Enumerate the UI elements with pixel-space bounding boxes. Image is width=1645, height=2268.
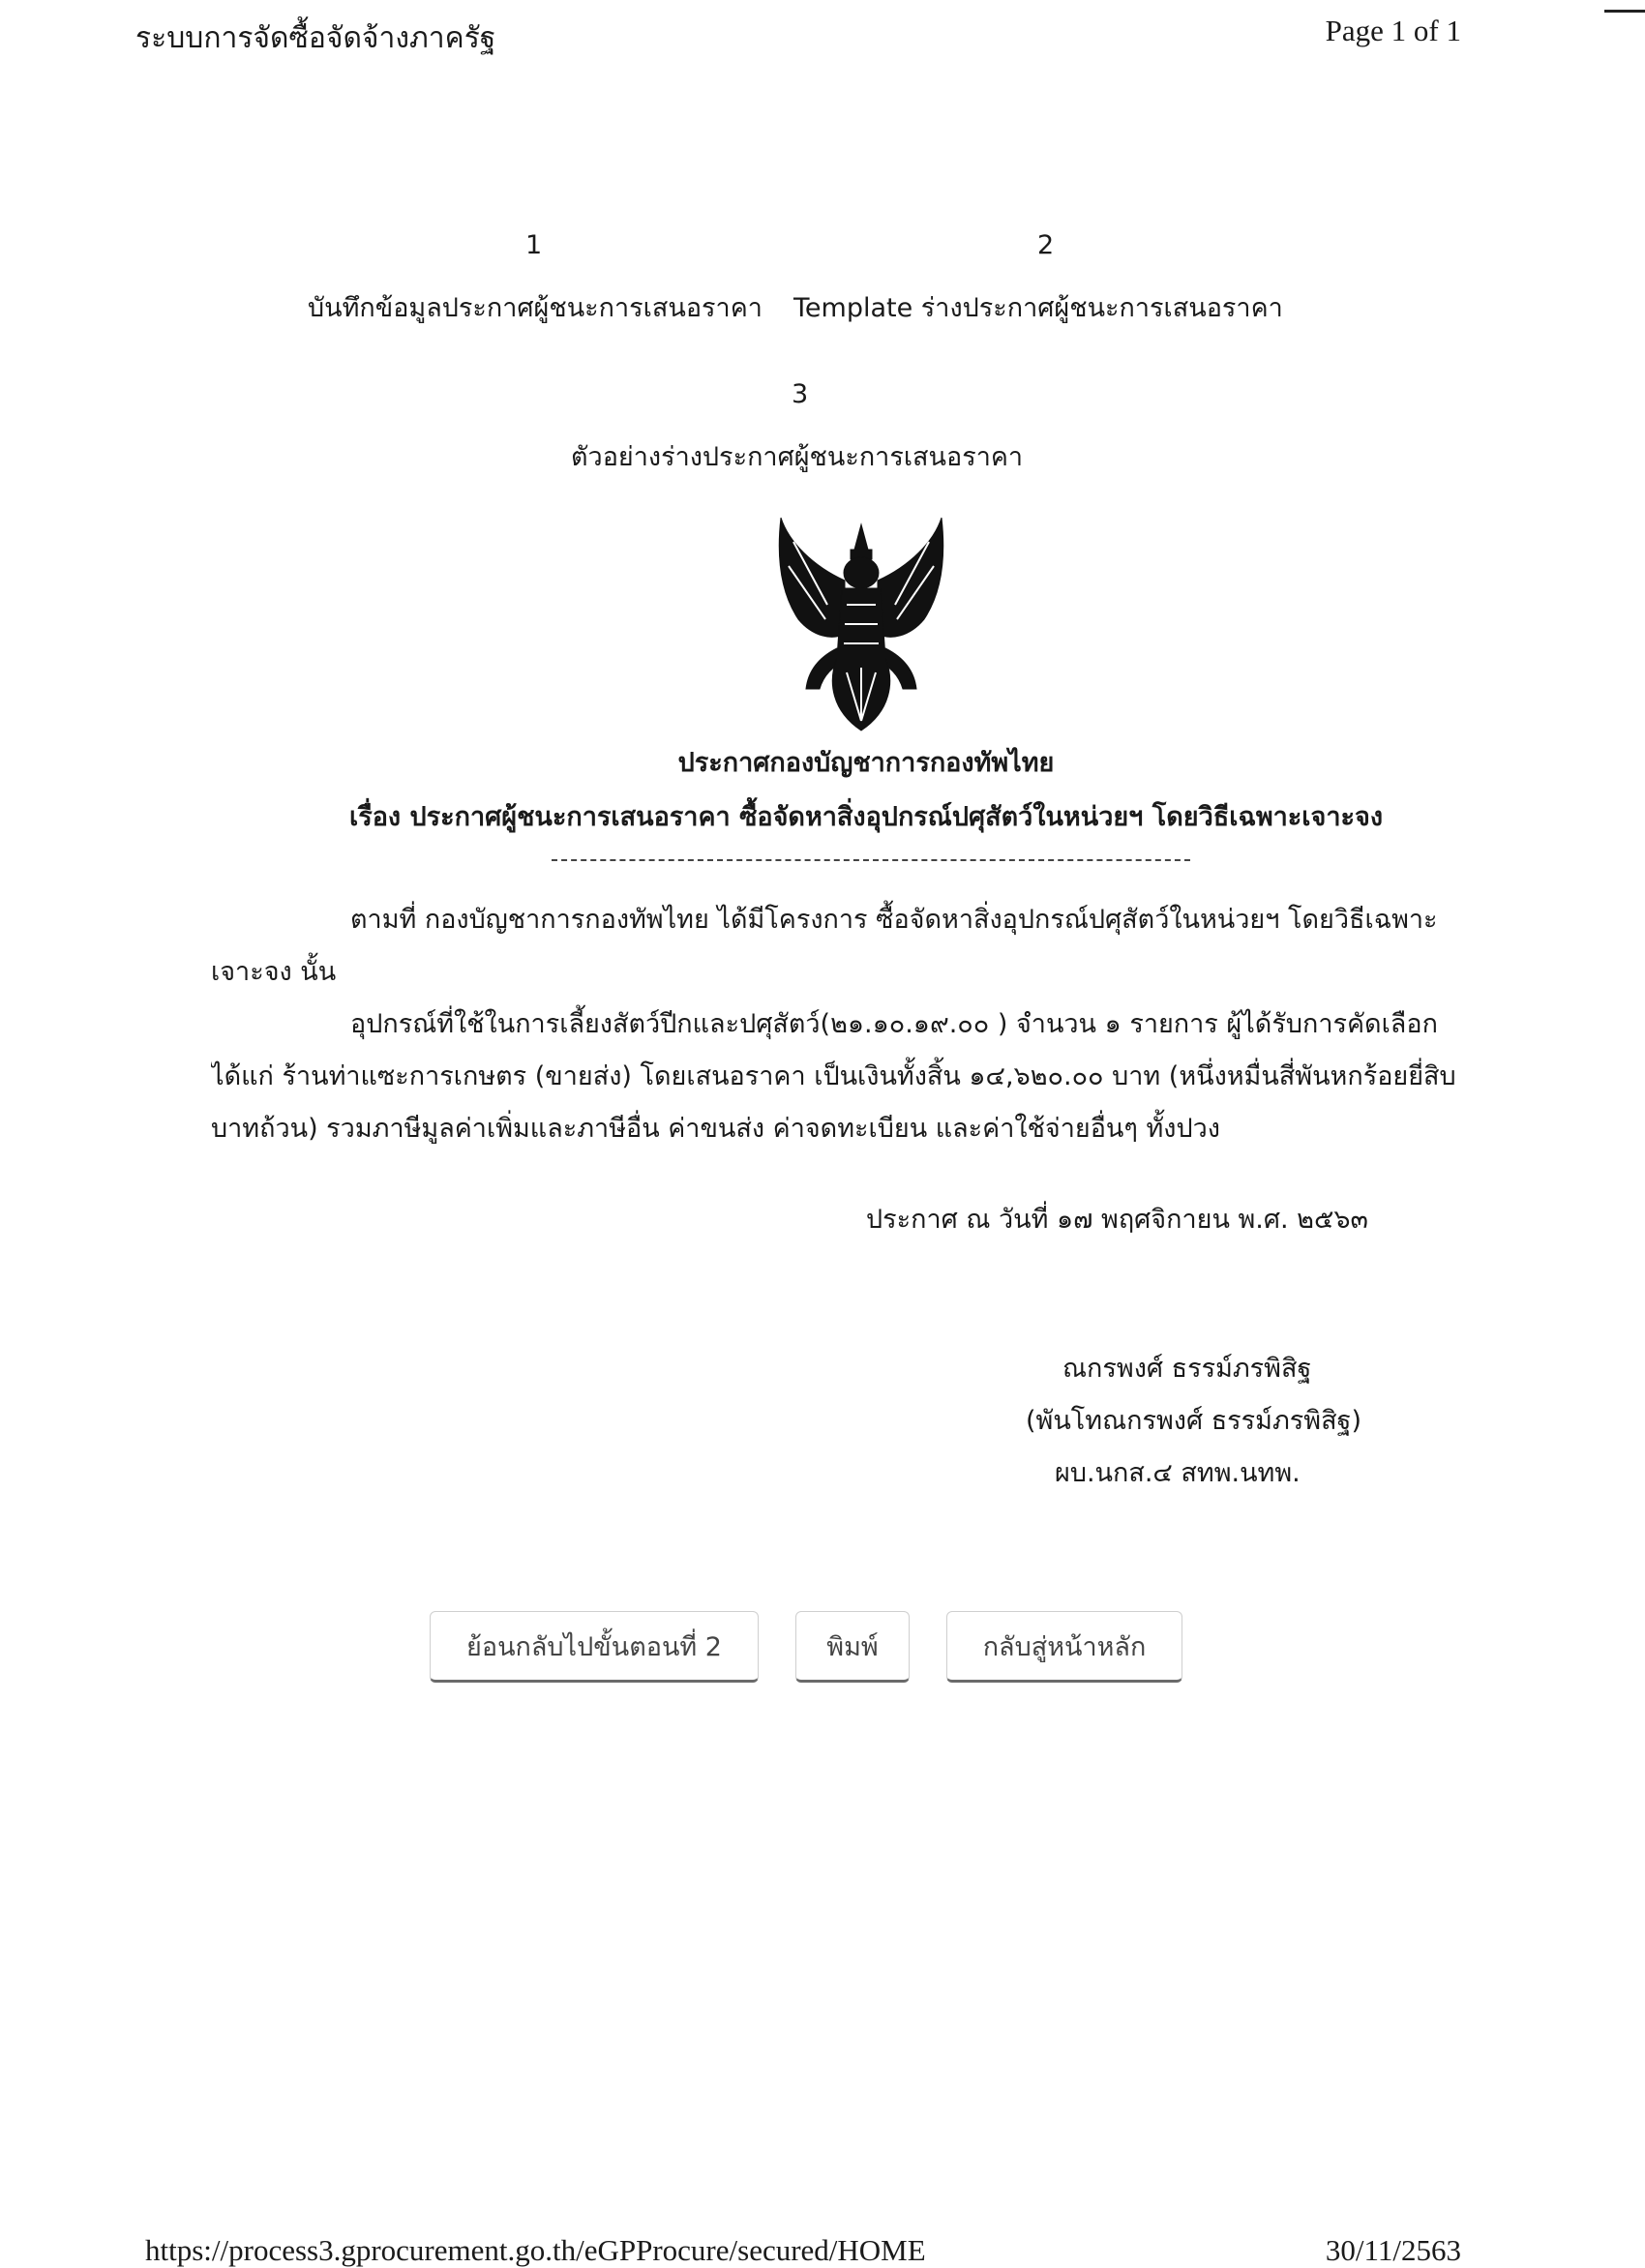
step-2-label[interactable]: Template ร่างประกาศผู้ชนะการเสนอราคา [793,293,1283,323]
print-url: https://process3.gprocurement.go.th/eGPProcure/secured/HOME [145,2233,926,2267]
home-button[interactable]: กลับสู่หน้าหลัก [946,1611,1182,1683]
garuda-emblem-icon [760,513,963,735]
signature-position: ผบ.นกส.๔ สทพ.นทพ. [1055,1458,1301,1488]
paragraph-line-3: อุปกรณ์ที่ใช้ในการเลี้ยงสัตว์ปีกและปศุสัตว์(๒๑.๑๐.๑๙.๐๐ ) จำนวน ๑ รายการ ผู้ได้รับการคัดเลือก [350,1009,1438,1039]
print-button[interactable]: พิมพ์ [795,1611,910,1683]
step-1-label[interactable]: บันทึกข้อมูลประกาศผู้ชนะการเสนอราคา [308,293,763,323]
step-1-number: 1 [525,230,543,260]
paragraph-line-5: บาทถ้วน) รวมภาษีมูลค่าเพิ่มและภาษีอื่น ค่าขนส่ง ค่าจดทะเบียน และค่าใช้จ่ายอื่นๆ ทั้งปวง [211,1114,1220,1144]
print-site-title: ระบบการจัดซื้อจัดจ้างภาครัฐ [135,21,496,55]
announcement-date: ประกาศ ณ วันที่ ๑๗ พฤศจิกายน พ.ศ. ๒๕๖๓ [866,1205,1369,1235]
paragraph-line-1: ตามที่ กองบัญชาการกองทัพไทย ได้มีโครงการ ซื้อจัดหาสิ่งอุปกรณ์ปศุสัตว์ในหน่วยฯ โดยวิธีเฉพาะ [350,905,1438,935]
signature-full-name: (พันโทณกรพงศ์ ธรรม์ภรพิสิฐ) [1026,1406,1361,1436]
step-3-number: 3 [792,379,809,409]
signature-name: ณกรพงศ์ ธรรม์ภรพิสิฐ [1062,1354,1312,1384]
print-date: 30/11/2563 [1325,2233,1461,2267]
announcement-organization: ประกาศกองบัญชาการกองทัพไทย [677,748,1055,778]
page-indicator: Page 1 of 1 [1325,14,1461,47]
paragraph-line-2: เจาะจง นั้น [211,957,337,987]
step-3-label: ตัวอย่างร่างประกาศผู้ชนะการเสนอราคา [571,442,1024,472]
announcement-subject: เรื่อง ประกาศผู้ชนะการเสนอราคา ซื้อจัดหาสิ่งอุปกรณ์ปศุสัตว์ในหน่วยฯ โดยวิธีเฉพาะเจาะจง [348,802,1384,832]
paragraph-line-4: ได้แก่ ร้านท่าแซะการเกษตร (ขายส่ง) โดยเสนอราคา เป็นเงินทั้งสิ้น ๑๔,๖๒๐.๐๐ บาท (หนึ่งหมื่นสี่พันหกร้อยยี่สิบ [211,1061,1456,1091]
edge-mark [1604,10,1645,13]
step-2-number: 2 [1037,230,1055,260]
back-to-step-2-button[interactable]: ย้อนกลับไปขั้นตอนที่ 2 [430,1611,759,1683]
divider [552,859,1190,861]
